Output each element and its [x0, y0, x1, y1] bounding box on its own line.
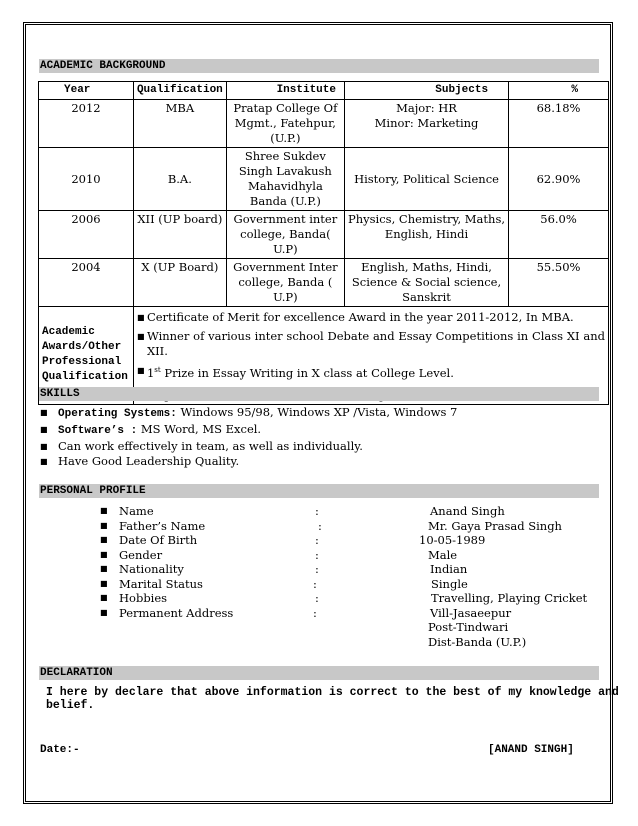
square-bullet-icon: ■	[100, 564, 108, 573]
profile-label: Nationality	[119, 562, 184, 576]
profile-row	[100, 562, 600, 577]
address-line-3: Dist-Banda (U.P.)	[428, 634, 527, 649]
award-num: 1	[146, 365, 155, 380]
square-bullet-icon: ■	[40, 442, 48, 451]
profile-heading: PERSONAL PROFILE	[39, 484, 599, 498]
cell-percent: 68.18%	[509, 100, 609, 148]
skill-text: Can work effectively in team, as well as individually.	[58, 439, 363, 453]
profile-colon: :	[315, 562, 319, 576]
skill-software-value: MS Word, MS Excel.	[137, 422, 262, 436]
table-row	[39, 100, 609, 148]
square-bullet-icon: ■	[136, 366, 145, 375]
profile-colon: :	[315, 547, 319, 562]
awards-label: Academic Awards/Other Professional Qualification	[39, 307, 134, 405]
skills-heading: SKILLS	[39, 387, 599, 401]
profile-value: Mr. Gaya Prasad Singh	[428, 518, 562, 533]
profile-colon: :	[315, 591, 319, 605]
award-text: Prize in Essay Writing in X class at College Level.	[160, 365, 454, 380]
list-item	[40, 454, 457, 469]
list-item	[40, 422, 457, 439]
declaration-heading: DECLARATION	[39, 666, 599, 680]
cell-subjects: Physics, Chemistry, Maths, English, Hindi	[344, 211, 508, 259]
cell-year: 2006	[39, 211, 134, 259]
profile-value: Vill-Jasaeepur	[430, 605, 512, 620]
cell-subjects: History, Political Science	[344, 148, 508, 211]
skill-os-label: Operating Systems:	[58, 408, 177, 420]
award-text: Certificate of Merit for excellence Award in the year 2011-2012, In MBA.	[146, 310, 574, 324]
profile-colon: :	[313, 576, 317, 591]
list-item	[137, 329, 605, 359]
profile-colon: :	[315, 533, 319, 547]
profile-row	[100, 591, 600, 606]
square-bullet-icon: ■	[40, 425, 48, 434]
square-bullet-icon: ■	[100, 549, 108, 559]
profile-colon: :	[313, 605, 317, 620]
header-percent: %	[509, 82, 609, 100]
profile-label: Father’s Name	[119, 518, 206, 533]
table-row	[39, 148, 609, 211]
profile-row	[100, 635, 600, 650]
profile-row	[100, 519, 600, 534]
cell-institute: Shree Sukdev Singh Lavakush Mahavidhyla Banda (U.P.)	[226, 148, 344, 211]
declaration-text: I here by declare that above information is correct to the best of my knowledge and belief.	[46, 686, 619, 712]
cell-year: 2010	[39, 148, 134, 211]
profile-row	[100, 533, 600, 548]
cell-year: 2012	[39, 100, 134, 148]
skill-os-value: Windows 95/98, Windows XP /Vista, Windows 7	[176, 405, 458, 419]
square-bullet-icon: ■	[100, 578, 108, 588]
profile-label: Gender	[119, 547, 163, 562]
profile-row	[100, 577, 600, 592]
header-subjects: Subjects	[344, 82, 508, 100]
profile-value: Indian	[430, 562, 468, 576]
cell-institute: Pratap College Of Mgmt., Fatehpur, (U.P.)	[226, 100, 344, 148]
table-row	[39, 259, 609, 307]
square-bullet-icon: ■	[100, 520, 108, 530]
square-bullet-icon: ■	[40, 457, 48, 466]
academic-table	[38, 81, 609, 405]
cell-institute: Government inter college, Banda( U.P)	[226, 211, 344, 259]
profile-row	[100, 504, 600, 519]
award-text: Winner of various inter school Debate and Essay Competitions in Class XI and XII.	[146, 329, 605, 358]
cell-subjects: Major: HR Minor: Marketing	[344, 100, 508, 148]
list-item	[137, 310, 605, 325]
cell-institute: Government Inter college, Banda ( U.P)	[226, 259, 344, 307]
header-institute: Institute	[226, 82, 344, 100]
square-bullet-icon: ■	[136, 313, 145, 322]
profile-row	[100, 606, 600, 621]
cell-qualification: MBA	[133, 100, 226, 148]
profile-label: Name	[119, 504, 154, 518]
square-bullet-icon: ■	[40, 408, 48, 417]
profile-colon: :	[315, 504, 319, 518]
cell-qualification: X (UP Board)	[133, 259, 226, 307]
list-item	[40, 405, 457, 422]
cell-qualification: XII (UP board)	[133, 211, 226, 259]
skill-text: Have Good Leadership Quality.	[58, 454, 240, 468]
cell-percent: 55.50%	[509, 259, 609, 307]
table-row	[39, 211, 609, 259]
profile-list	[100, 504, 600, 649]
profile-label: Hobbies	[119, 591, 168, 605]
square-bullet-icon: ■	[136, 332, 145, 341]
profile-value: Travelling, Playing Cricket	[431, 591, 588, 605]
square-bullet-icon: ■	[100, 535, 108, 544]
profile-row	[100, 620, 600, 635]
address-line-2: Post-Tindwari	[428, 620, 509, 634]
header-qualification: Qualification	[133, 82, 226, 100]
skill-software-label: Software’s :	[58, 425, 138, 437]
square-bullet-icon: ■	[100, 506, 108, 515]
profile-colon: :	[318, 518, 322, 533]
skills-list	[40, 405, 457, 469]
profile-row	[100, 548, 600, 563]
profile-label: Date Of Birth	[119, 533, 198, 547]
cell-qualification: B.A.	[133, 148, 226, 211]
list-item	[40, 439, 457, 454]
header-year: Year	[39, 82, 134, 100]
profile-value: 10-05-1989	[419, 533, 486, 547]
cell-subjects: English, Maths, Hindi, Science & Social science, Sanskrit	[344, 259, 508, 307]
table-header-row	[39, 82, 609, 100]
profile-value: Male	[428, 547, 458, 562]
academic-heading: ACADEMIC BACKGROUND	[39, 59, 599, 73]
cell-percent: 62.90%	[509, 148, 609, 211]
cell-year: 2004	[39, 259, 134, 307]
profile-value: Anand Singh	[430, 504, 505, 518]
signature: [ANAND SINGH]	[488, 744, 574, 756]
profile-label: Marital Status	[119, 576, 203, 591]
award-sup: st	[154, 366, 161, 374]
date-label: Date:-	[40, 744, 80, 756]
profile-value: Single	[431, 576, 468, 591]
cell-percent: 56.0%	[509, 211, 609, 259]
square-bullet-icon: ■	[100, 593, 108, 602]
profile-label: Permanent Address	[119, 605, 234, 620]
square-bullet-icon: ■	[100, 607, 108, 617]
list-item	[137, 363, 605, 381]
